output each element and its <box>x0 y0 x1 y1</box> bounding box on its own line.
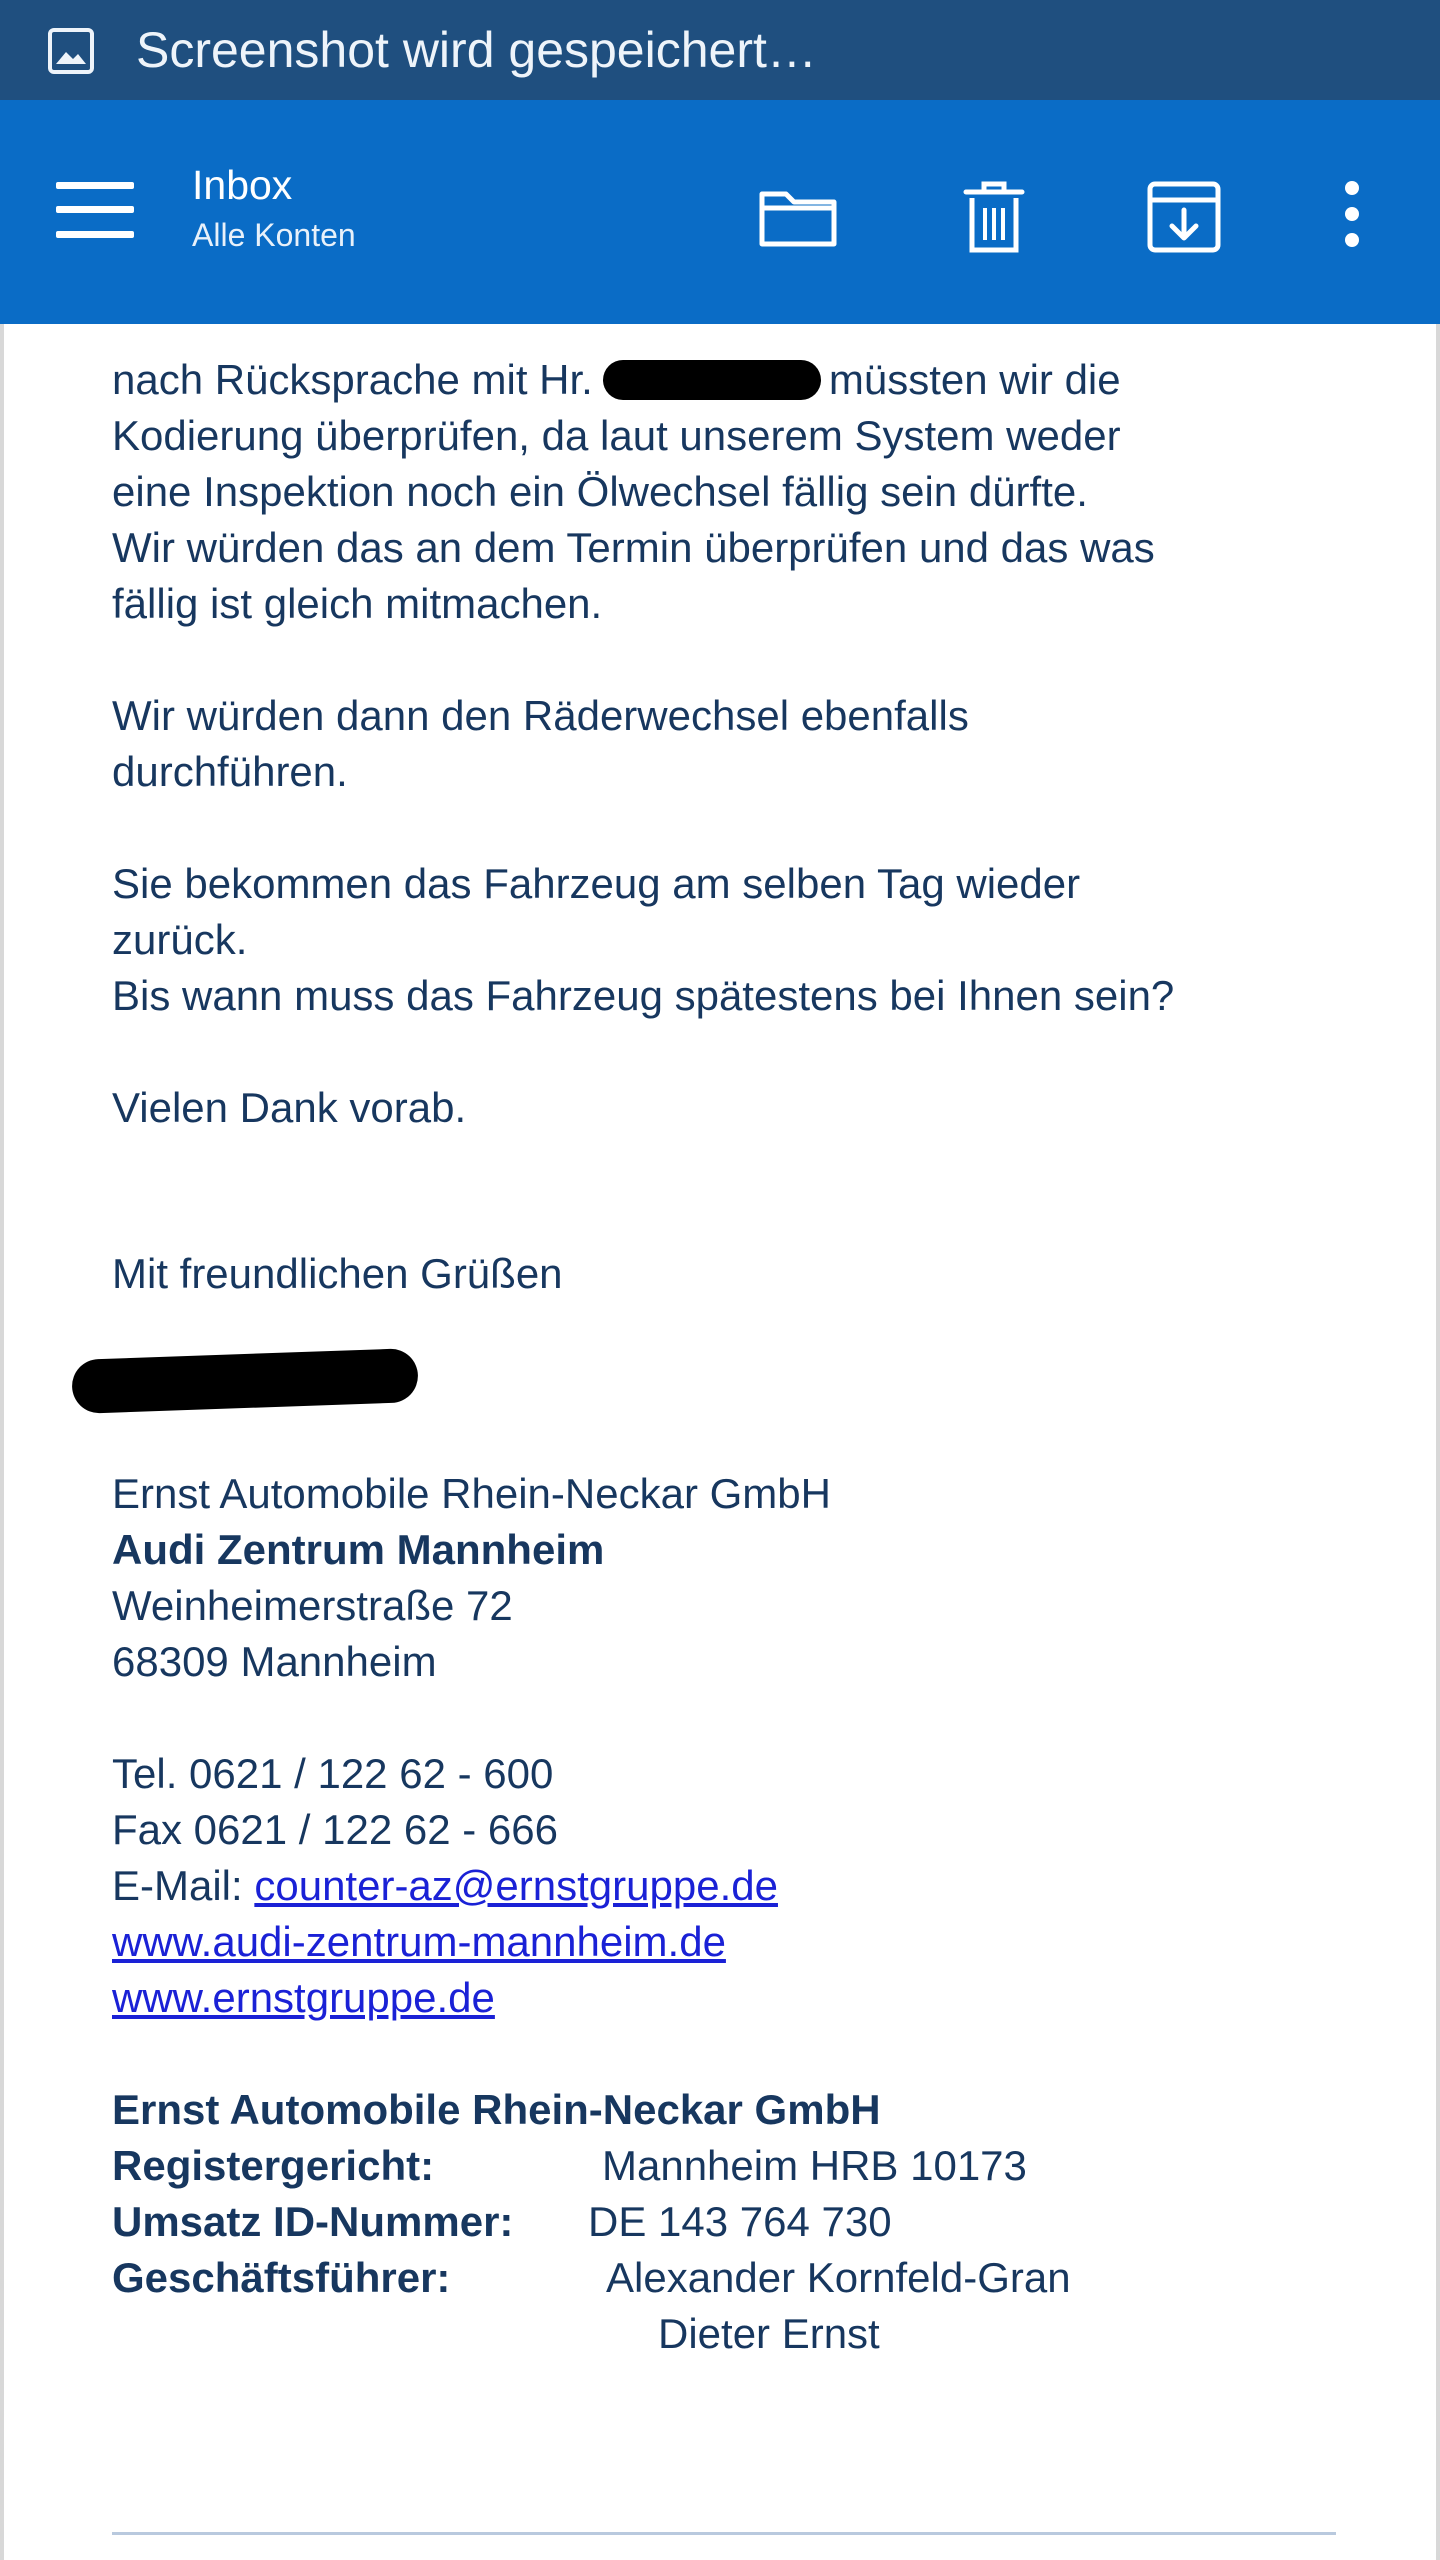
website-link-audi[interactable]: www.audi-zentrum-mannheim.de <box>112 1918 726 1965</box>
body-text: müssten wir die <box>828 356 1121 403</box>
account-subtitle: Alle Konten <box>192 217 356 253</box>
legal-ceo-row-2 <box>112 2306 1352 2362</box>
mailbox-title[interactable] <box>192 160 356 256</box>
menu-icon[interactable] <box>56 182 134 238</box>
redaction-mark <box>603 360 821 400</box>
body-line: Sie bekommen das Fahrzeug am selben Tag wieder <box>112 860 1081 907</box>
signature-city: 68309 Mannheim <box>112 1638 437 1685</box>
register-value: Mannheim HRB 10173 <box>602 2142 1027 2189</box>
website-link-ernst[interactable]: www.ernstgruppe.de <box>112 1974 495 2021</box>
legal-company: Ernst Automobile Rhein-Neckar GmbH <box>112 2086 881 2133</box>
legal-ceo-row <box>112 2250 1352 2306</box>
body-line: durchführen. <box>112 748 348 795</box>
signature-fax: Fax 0621 / 122 62 - 666 <box>112 1806 558 1853</box>
signature-email-line <box>112 1858 1352 1914</box>
closing-line: Mit freundlichen Grüßen <box>112 1250 563 1297</box>
ceo-value: Alexander Kornfeld-Gran <box>606 2254 1071 2301</box>
vat-value: DE 143 764 730 <box>588 2198 892 2245</box>
register-label: Registergericht: <box>112 2142 435 2189</box>
message-content[interactable] <box>0 324 1440 2560</box>
body-line: fällig ist gleich mitmachen. <box>112 580 603 627</box>
legal-register-row <box>112 2138 1352 2194</box>
ceo-label: Geschäftsführer: <box>112 2254 451 2301</box>
status-text: Screenshot wird gespeichert… <box>136 22 817 78</box>
body-text: nach Rücksprache mit Hr. <box>112 356 593 403</box>
signature-tel: Tel. 0621 / 122 62 - 600 <box>112 1750 554 1797</box>
redacted-signature-name <box>71 1348 419 1414</box>
more-vertical-icon[interactable] <box>1310 174 1394 258</box>
email-link[interactable]: counter-az@ernstgruppe.de <box>254 1862 778 1909</box>
trash-icon[interactable] <box>952 174 1036 258</box>
email-label: E-Mail: <box>112 1862 255 1909</box>
signature-branch: Audi Zentrum Mannheim <box>112 1526 605 1573</box>
app-bar <box>0 100 1440 324</box>
folder-icon[interactable] <box>756 174 840 258</box>
body-line <box>112 352 1352 408</box>
body-line: Kodierung überprüfen, da laut unserem System weder <box>112 412 1121 459</box>
vat-label: Umsatz ID-Nummer: <box>112 2198 514 2245</box>
body-line: Wir würden dann den Räderwechsel ebenfalls <box>112 692 969 739</box>
signature-street: Weinheimerstraße 72 <box>112 1582 513 1629</box>
ceo-value: Dieter Ernst <box>658 2310 880 2357</box>
status-bar <box>0 0 1440 100</box>
body-line: eine Inspektion noch ein Ölwechsel fällig sein dürfte. <box>112 468 1088 515</box>
legal-vat-row <box>112 2194 1352 2250</box>
divider <box>112 2532 1336 2535</box>
archive-download-icon[interactable] <box>1142 174 1226 258</box>
body-line: Wir würden das an dem Termin überprüfen und das was <box>112 524 1155 571</box>
signature-company: Ernst Automobile Rhein-Neckar GmbH <box>112 1470 831 1517</box>
inbox-title: Inbox <box>192 162 293 208</box>
image-icon <box>46 26 96 76</box>
body-line: Bis wann muss das Fahrzeug spätestens bei Ihnen sein? <box>112 972 1175 1019</box>
body-line: zurück. <box>112 916 248 963</box>
signature-block <box>112 1466 1352 2362</box>
body-line: Vielen Dank vorab. <box>112 1084 467 1131</box>
